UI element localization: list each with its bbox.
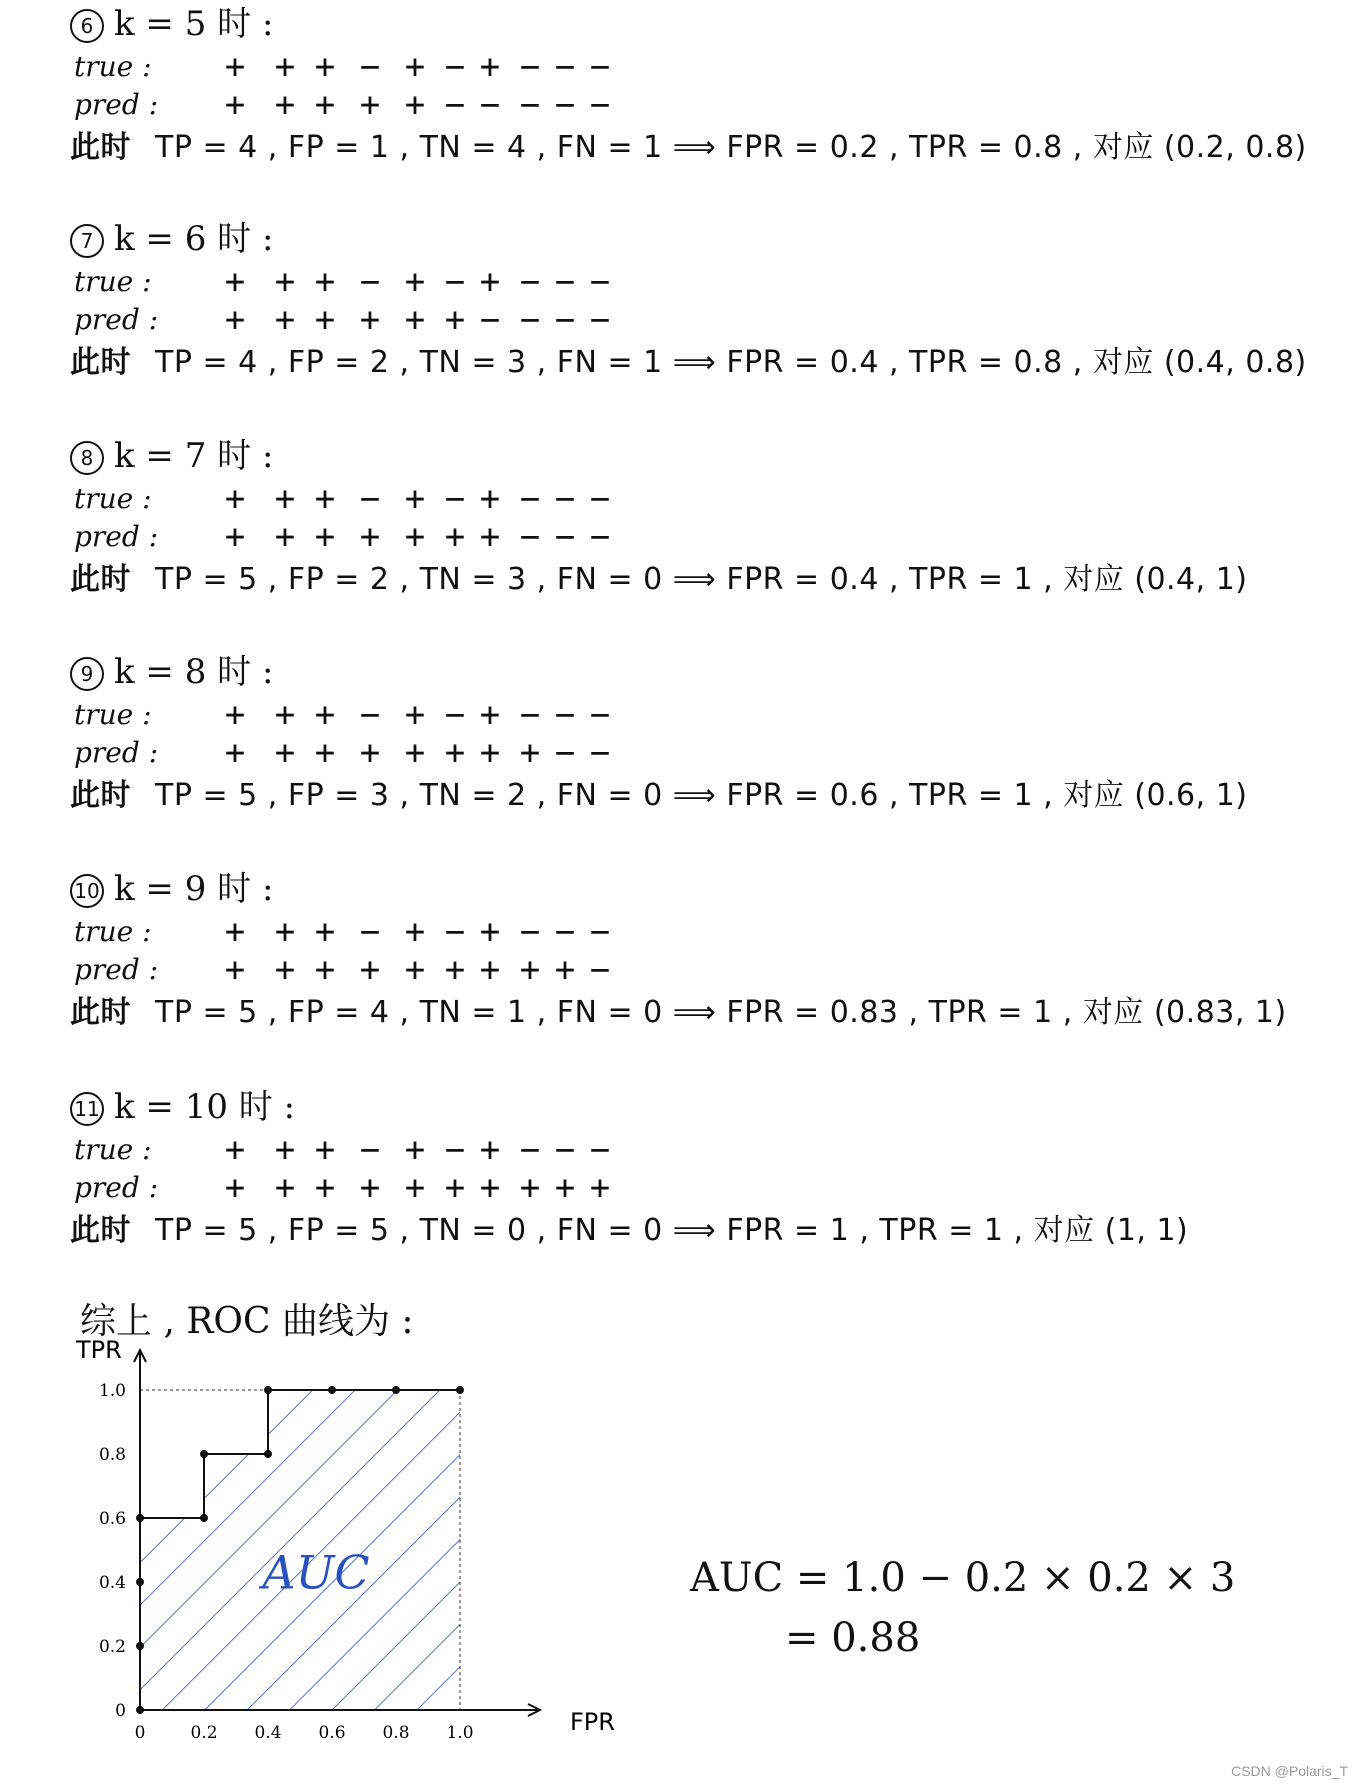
step-8 (70, 432, 1340, 604)
true-sign: − (359, 695, 381, 735)
step-heading (70, 648, 1340, 696)
result-prefix: 此时 (70, 778, 131, 813)
step-number: 7 (70, 224, 104, 258)
roc-point (456, 1386, 464, 1394)
true-label: true : (74, 50, 152, 83)
true-sign: − (444, 912, 466, 952)
pred-row (70, 86, 1340, 124)
pred-sign: − (554, 733, 576, 773)
pred-row (70, 1169, 1340, 1207)
step-result (70, 1207, 1340, 1255)
step-10 (70, 865, 1340, 1037)
x-tick-label: 0.4 (254, 1723, 282, 1743)
result-prefix: 此时 (70, 562, 131, 597)
true-label: true : (74, 265, 152, 298)
step-result (70, 339, 1340, 387)
true-sign: − (444, 262, 466, 302)
pred-sign: − (479, 85, 501, 125)
step-number: 8 (70, 441, 104, 475)
step-number: 11 (70, 1092, 104, 1126)
step-result (70, 124, 1340, 172)
result-text: TP = 5 , FP = 3 , TN = 2 , FN = 0 ⟹ FPR = 0.6 , TPR = 1 , 对应 (0.6, 1) (155, 778, 1248, 813)
pred-sign: + (444, 1168, 466, 1208)
pred-sign: − (554, 517, 576, 557)
true-sign: − (554, 1130, 576, 1170)
true-sign: − (589, 695, 611, 735)
pred-sign: + (444, 950, 466, 990)
true-row (70, 1131, 1340, 1169)
true-sign: + (224, 695, 246, 735)
y-tick-label: 0.6 (98, 1509, 126, 1529)
pred-sign: + (444, 300, 466, 340)
true-sign: + (314, 695, 336, 735)
step-heading-text: k = 8 时 : (114, 652, 274, 692)
step-7 (70, 215, 1340, 387)
pred-sign: + (274, 1168, 296, 1208)
pred-sign: + (554, 950, 576, 990)
x-axis-label: FPR (570, 1708, 615, 1736)
true-sign: + (479, 262, 501, 302)
pred-sign: − (519, 517, 541, 557)
true-sign: − (519, 695, 541, 735)
true-row (70, 263, 1340, 301)
true-sign: + (479, 695, 501, 735)
pred-sign: + (224, 1168, 246, 1208)
pred-sign: + (359, 85, 381, 125)
result-text: TP = 5 , FP = 2 , TN = 3 , FN = 0 ⟹ FPR = 0.4 , TPR = 1 , 对应 (0.4, 1) (155, 562, 1248, 597)
true-sign: + (404, 695, 426, 735)
step-6 (70, 0, 1340, 172)
true-sign: − (554, 47, 576, 87)
x-tick-label: 0.6 (318, 1723, 346, 1743)
pred-sign: − (519, 85, 541, 125)
true-sign: − (359, 912, 381, 952)
true-row (70, 913, 1340, 951)
true-sign: − (589, 47, 611, 87)
true-sign: − (359, 1130, 381, 1170)
pred-row (70, 734, 1340, 772)
step-number: 6 (70, 9, 104, 43)
step-heading-text: k = 9 时 : (114, 869, 274, 909)
auc-result: = 0.88 (785, 1615, 921, 1661)
x-tick-label: 0 (134, 1723, 146, 1743)
true-sign: + (314, 262, 336, 302)
pred-sign: + (314, 85, 336, 125)
pred-sign: − (554, 85, 576, 125)
true-sign: + (314, 47, 336, 87)
pred-sign: − (519, 300, 541, 340)
pred-sign: − (589, 300, 611, 340)
true-sign: + (404, 479, 426, 519)
result-text: TP = 4 , FP = 2 , TN = 3 , FN = 1 ⟹ FPR = 0.4 , TPR = 0.8 , 对应 (0.4, 0.8) (155, 345, 1307, 380)
pred-label: pred : (74, 736, 159, 769)
roc-point (136, 1706, 144, 1714)
true-sign: − (589, 912, 611, 952)
step-11 (70, 1083, 1340, 1255)
step-heading (70, 1083, 1340, 1131)
result-text: TP = 5 , FP = 5 , TN = 0 , FN = 0 ⟹ FPR = 1 , TPR = 1 , 对应 (1, 1) (155, 1213, 1189, 1248)
true-sign: − (444, 1130, 466, 1170)
summary-text: 综上 , ROC 曲线为 : (80, 1301, 414, 1342)
pred-sign: + (359, 1168, 381, 1208)
true-sign: + (224, 262, 246, 302)
true-sign: − (589, 262, 611, 302)
pred-sign: − (554, 300, 576, 340)
pred-sign: + (404, 733, 426, 773)
true-sign: + (479, 479, 501, 519)
auc-formula: AUC = 1.0 − 0.2 × 0.2 × 3 (690, 1555, 1236, 1601)
pred-sign: + (274, 300, 296, 340)
result-text: TP = 4 , FP = 1 , TN = 4 , FN = 1 ⟹ FPR = 0.2 , TPR = 0.8 , 对应 (0.2, 0.8) (155, 130, 1307, 165)
true-sign: + (479, 47, 501, 87)
step-result (70, 989, 1340, 1037)
pred-sign: − (589, 85, 611, 125)
true-sign: − (589, 1130, 611, 1170)
pred-row (70, 951, 1340, 989)
y-tick-label: 0.8 (98, 1445, 126, 1465)
pred-sign: + (589, 1168, 611, 1208)
true-row (70, 480, 1340, 518)
true-sign: + (314, 1130, 336, 1170)
roc-point (328, 1386, 336, 1394)
result-prefix: 此时 (70, 130, 131, 165)
pred-label: pred : (74, 303, 159, 336)
pred-sign: + (404, 1168, 426, 1208)
pred-sign: + (519, 1168, 541, 1208)
pred-sign: + (274, 517, 296, 557)
result-prefix: 此时 (70, 345, 131, 380)
result-text: TP = 5 , FP = 4 , TN = 1 , FN = 0 ⟹ FPR = 0.83 , TPR = 1 , 对应 (0.83, 1) (155, 995, 1287, 1030)
pred-sign: + (519, 733, 541, 773)
step-number: 10 (70, 874, 104, 908)
step-heading-text: k = 6 时 : (114, 219, 274, 259)
step-heading-text: k = 7 时 : (114, 436, 274, 476)
roc-point (136, 1642, 144, 1650)
pred-sign: + (479, 1168, 501, 1208)
step-result (70, 772, 1340, 820)
true-row (70, 48, 1340, 86)
true-sign: − (519, 479, 541, 519)
pred-sign: − (444, 85, 466, 125)
pred-sign: + (224, 85, 246, 125)
true-sign: − (444, 479, 466, 519)
true-sign: − (519, 912, 541, 952)
pred-sign: + (314, 517, 336, 557)
step-9 (70, 648, 1340, 820)
true-sign: + (479, 912, 501, 952)
pred-sign: + (404, 300, 426, 340)
true-sign: − (519, 262, 541, 302)
pred-sign: + (359, 950, 381, 990)
pred-sign: + (479, 950, 501, 990)
true-sign: + (314, 479, 336, 519)
pred-sign: + (274, 950, 296, 990)
x-tick-label: 1.0 (446, 1723, 474, 1743)
pred-sign: + (554, 1168, 576, 1208)
true-sign: − (359, 47, 381, 87)
true-sign: − (554, 262, 576, 302)
true-sign: − (444, 695, 466, 735)
result-prefix: 此时 (70, 995, 131, 1030)
step-heading (70, 432, 1340, 480)
true-sign: − (444, 47, 466, 87)
true-sign: + (274, 912, 296, 952)
pred-label: pred : (74, 88, 159, 121)
pred-sign: + (274, 733, 296, 773)
true-sign: − (519, 1130, 541, 1170)
pred-sign: + (444, 733, 466, 773)
pred-sign: + (479, 733, 501, 773)
roc-point (264, 1450, 272, 1458)
step-number: 9 (70, 657, 104, 691)
true-sign: + (224, 479, 246, 519)
true-sign: + (274, 1130, 296, 1170)
true-sign: + (274, 262, 296, 302)
true-sign: + (274, 47, 296, 87)
true-sign: − (359, 479, 381, 519)
pred-sign: + (224, 733, 246, 773)
pred-sign: − (589, 517, 611, 557)
pred-sign: + (519, 950, 541, 990)
pred-sign: + (404, 85, 426, 125)
true-label: true : (74, 482, 152, 515)
x-tick-label: 0.8 (382, 1723, 410, 1743)
step-heading (70, 865, 1340, 913)
y-tick-label: 0.2 (98, 1637, 126, 1657)
step-heading-text: k = 5 时 : (114, 4, 274, 44)
roc-point (200, 1450, 208, 1458)
true-row (70, 696, 1340, 734)
true-sign: + (404, 912, 426, 952)
pred-sign: + (274, 85, 296, 125)
y-tick-label: 0.4 (98, 1573, 126, 1593)
true-sign: + (404, 47, 426, 87)
roc-point (200, 1514, 208, 1522)
pred-sign: + (359, 733, 381, 773)
pred-label: pred : (74, 520, 159, 553)
true-sign: + (274, 695, 296, 735)
true-label: true : (74, 1133, 152, 1166)
true-label: true : (74, 915, 152, 948)
true-sign: − (519, 47, 541, 87)
pred-sign: − (589, 950, 611, 990)
pred-sign: + (479, 517, 501, 557)
true-sign: − (554, 479, 576, 519)
pred-sign: + (359, 517, 381, 557)
pred-sign: + (224, 517, 246, 557)
true-label: true : (74, 698, 152, 731)
pred-sign: + (404, 950, 426, 990)
pred-sign: + (224, 300, 246, 340)
pred-sign: − (479, 300, 501, 340)
pred-sign: − (589, 733, 611, 773)
true-sign: + (224, 47, 246, 87)
true-sign: − (589, 479, 611, 519)
y-tick-label: 0 (115, 1701, 126, 1721)
pred-sign: + (314, 950, 336, 990)
pred-row (70, 518, 1340, 556)
step-result (70, 556, 1340, 604)
roc-point (264, 1386, 272, 1394)
roc-point (136, 1514, 144, 1522)
x-tick-label: 0.2 (190, 1723, 218, 1743)
pred-sign: + (314, 733, 336, 773)
step-heading (70, 0, 1340, 48)
pred-sign: + (224, 950, 246, 990)
pred-sign: + (314, 300, 336, 340)
true-sign: + (314, 912, 336, 952)
result-prefix: 此时 (70, 1213, 131, 1248)
step-heading-text: k = 10 时 : (114, 1087, 296, 1127)
roc-chart (60, 1336, 615, 1765)
step-heading (70, 215, 1340, 263)
pred-label: pred : (74, 1171, 159, 1204)
true-sign: − (554, 912, 576, 952)
pred-sign: + (359, 300, 381, 340)
pred-sign: + (404, 517, 426, 557)
y-tick-label: 1.0 (98, 1381, 126, 1401)
true-sign: + (479, 1130, 501, 1170)
pred-sign: + (314, 1168, 336, 1208)
true-sign: + (224, 912, 246, 952)
true-sign: − (359, 262, 381, 302)
auc-area-label: AUC (262, 1545, 370, 1600)
y-axis-label: TPR (76, 1336, 122, 1364)
pred-row (70, 301, 1340, 339)
roc-point (392, 1386, 400, 1394)
true-sign: + (224, 1130, 246, 1170)
true-sign: + (404, 262, 426, 302)
pred-label: pred : (74, 953, 159, 986)
roc-point (136, 1578, 144, 1586)
true-sign: + (274, 479, 296, 519)
watermark: CSDN @Polaris_T (1231, 1763, 1348, 1779)
true-sign: + (404, 1130, 426, 1170)
true-sign: − (554, 695, 576, 735)
pred-sign: + (444, 517, 466, 557)
